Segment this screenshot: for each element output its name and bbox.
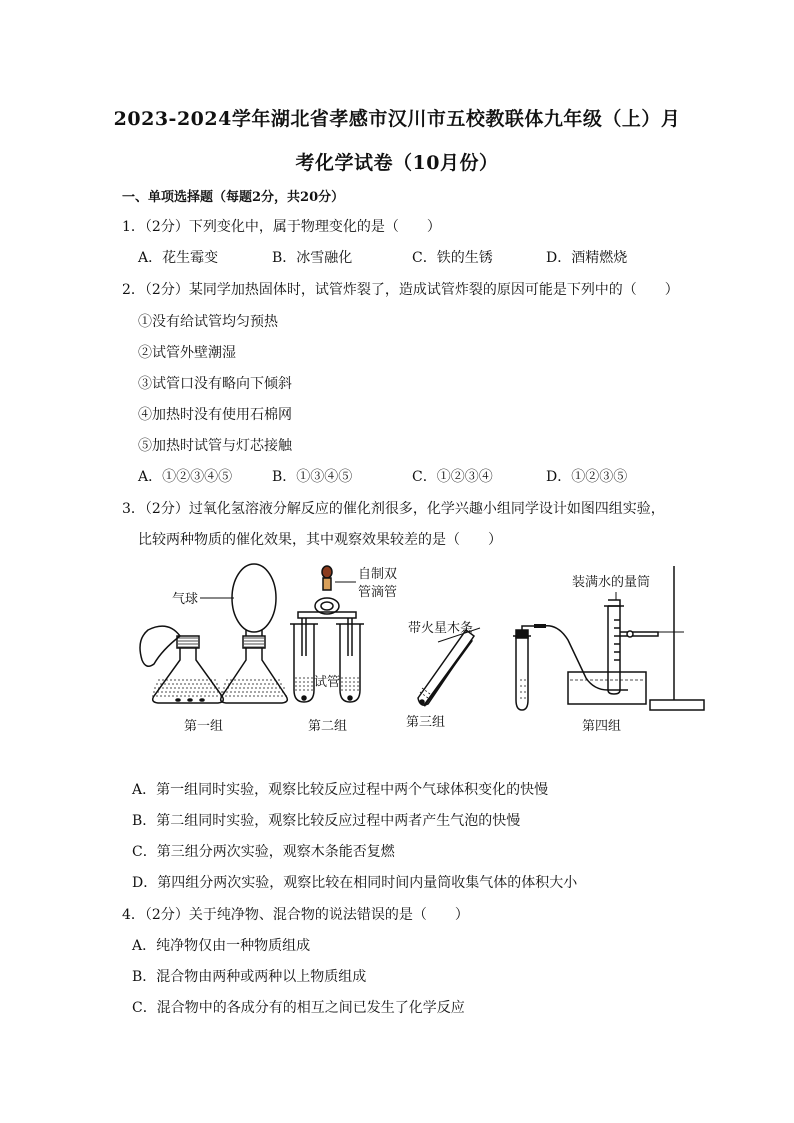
question-2-option-d: D．①②③⑤	[546, 469, 628, 485]
question-2-option-b: B．①③④⑤	[272, 469, 353, 485]
dropper-label-1: 自制双	[358, 567, 398, 582]
question-1-stem: 1．（2分）下列变化中，属于物理变化的是（ ）	[122, 219, 441, 235]
question-2-item-5: ⑤加热时试管与灯芯接触	[138, 438, 292, 454]
group1-label: 第一组	[184, 719, 224, 734]
question-2-item-2: ②试管外壁潮湿	[138, 345, 236, 361]
question-3-option-d: D．第四组分两次实验，观察比较在相同时间内量筒收集气体的体积大小	[132, 875, 578, 891]
question-3-option-a: A．第一组同时实验，观察比较反应过程中两个气球体积变化的快慢	[132, 782, 549, 798]
balloon-label: 气球	[172, 592, 199, 607]
question-4-option-c: C．混合物中的各成分有的相互之间已发生了化学反应	[132, 1000, 465, 1016]
group4-label: 第四组	[582, 719, 622, 734]
group1-flask-right	[221, 564, 288, 703]
experiment-figure	[128, 560, 718, 740]
question-3-option-c: C．第三组分两次实验，观察木条能否复燃	[132, 844, 395, 860]
question-2-item-1: ①没有给试管均匀预热	[138, 314, 278, 330]
question-1-option-a: A．花生霉变	[138, 250, 219, 266]
stick-label: 带火星木条	[408, 621, 474, 636]
question-2-stem: 2．（2分）某同学加热固体时，试管炸裂了，造成试管炸裂的原因可能是下列中的（ ）	[122, 282, 679, 298]
question-4-option-b: B．混合物由两种或两种以上物质组成	[132, 969, 367, 985]
question-4-option-a: A．纯净物仅由一种物质组成	[132, 938, 311, 954]
dropper-label-2: 管滴管	[358, 585, 398, 600]
group2-label: 第二组	[308, 719, 348, 734]
group3-apparatus	[418, 628, 480, 706]
question-2-item-3: ③试管口没有略向下倾斜	[138, 376, 292, 392]
question-3-option-b: B．第二组同时实验，观察比较反应过程中两者产生气泡的快慢	[132, 813, 521, 829]
question-2-option-c: C．①②③④	[412, 469, 493, 485]
question-1-option-b: B．冰雪融化	[272, 250, 353, 266]
section-heading: 一、单项选择题（每题2分，共20分）	[122, 190, 345, 205]
exam-title-line1: 2023-2024学年湖北省孝感市汉川市五校教联体九年级（上）月	[113, 108, 681, 130]
exam-title-line2: 考化学试卷（10月份）	[295, 152, 499, 174]
cylinder-label: 装满水的量筒	[572, 575, 651, 590]
question-2-item-4: ④加热时没有使用石棉网	[138, 407, 292, 423]
group1-flask-left	[140, 626, 224, 703]
question-2-option-a: A．①②③④⑤	[138, 469, 233, 485]
group3-label: 第三组	[406, 715, 446, 730]
question-1-option-d: D．酒精燃烧	[546, 250, 628, 266]
question-4-stem: 4．（2分）关于纯净物、混合物的说法错误的是（ ）	[122, 907, 469, 923]
question-1-option-c: C．铁的生锈	[412, 250, 493, 266]
tube-label: 试管	[314, 675, 341, 690]
question-3-stem-line2: 比较两种物质的催化效果，其中观察效果较差的是（ ）	[138, 532, 502, 548]
question-3-stem-line1: 3．（2分）过氧化氢溶液分解反应的催化剂很多，化学兴趣小组同学设计如图四组实验，	[122, 501, 665, 517]
